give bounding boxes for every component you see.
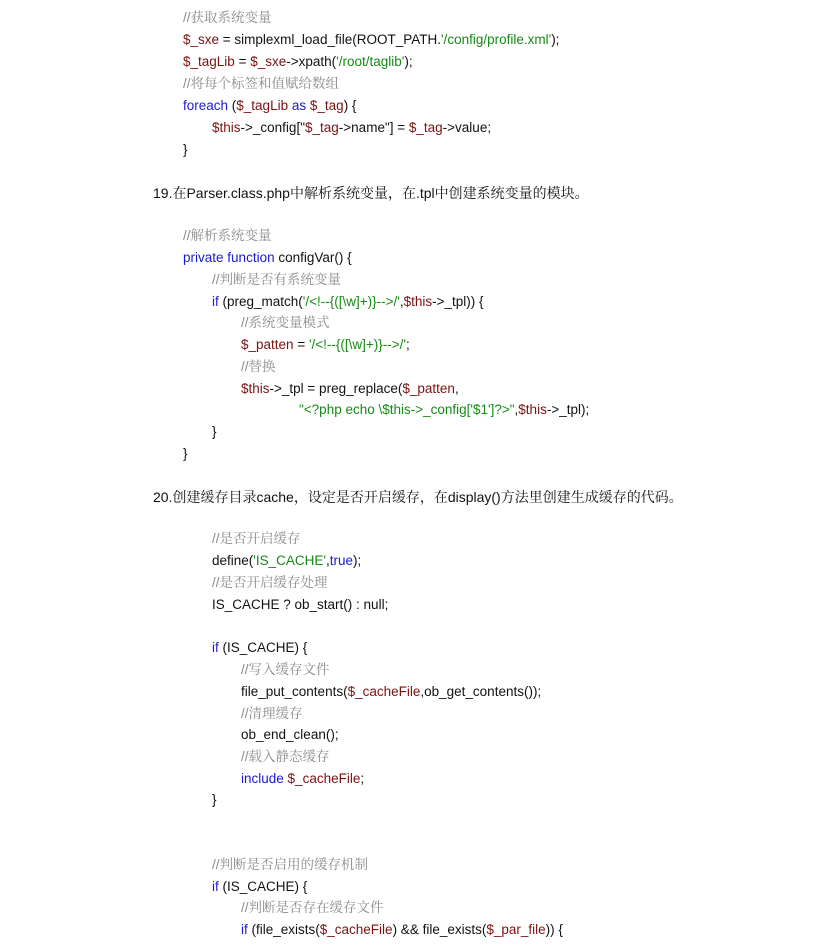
code-line <box>212 791 217 809</box>
code-text: ,ob_get_contents()); <box>420 684 542 699</box>
code-variable: $_tag <box>305 120 339 135</box>
code-variable: $this <box>241 381 270 396</box>
comment-text: //判断是否启用的缓存机制 <box>212 857 369 872</box>
code-line <box>183 445 188 463</box>
code-text: , <box>514 402 519 417</box>
code-text: = simplexml_load_file(ROOT_PATH. <box>219 32 441 47</box>
code-variable: $this <box>212 120 241 135</box>
code-text: ); <box>353 553 362 568</box>
code-text: ->_config[" <box>240 120 305 135</box>
code-line <box>183 141 188 159</box>
step-19-heading: 19.在Parser.class.php中解析系统变量，在.tpl中创建系统变量的模块。 <box>153 185 589 201</box>
code-line <box>183 249 352 267</box>
code-comment <box>212 271 341 289</box>
code-comment <box>241 314 330 332</box>
code-text: , <box>454 381 459 396</box>
code-keyword: if <box>212 879 219 894</box>
code-keyword: if <box>212 294 219 309</box>
code-comment <box>241 358 276 376</box>
code-line <box>241 770 364 788</box>
code-keyword: if <box>241 922 248 937</box>
code-variable: $_patten <box>241 337 294 352</box>
code-text: file_put_contents( <box>241 684 348 699</box>
code-variable: $_tagLib <box>236 98 289 113</box>
code-keyword: as <box>291 98 307 113</box>
code-comment <box>241 661 330 679</box>
code-line <box>241 921 563 939</box>
code-line <box>212 552 361 570</box>
code-variable: $_par_file <box>486 922 546 937</box>
code-text: } <box>183 142 188 157</box>
code-variable: $_sxe <box>250 54 287 69</box>
step-20-heading: 20.创建缓存目录cache，设定是否开启缓存，在display()方法里创建生成缓存的代码。 <box>153 489 683 505</box>
code-text: ); <box>551 32 560 47</box>
comment-text: //获取系统变量 <box>183 10 272 25</box>
code-text: )) { <box>545 922 563 937</box>
comment-text: //写入缓存文件 <box>241 662 330 677</box>
code-string: '/<!--{([\w]+)}-->/' <box>308 337 407 352</box>
code-text: } <box>212 792 217 807</box>
code-text: (preg_match( <box>218 294 303 309</box>
code-keyword: function <box>227 250 275 265</box>
code-comment <box>212 530 301 548</box>
code-line <box>183 31 559 49</box>
code-line <box>299 401 589 419</box>
code-text: (file_exists( <box>247 922 320 937</box>
code-text: } <box>183 446 188 461</box>
code-text: , <box>325 553 330 568</box>
code-text: = <box>293 337 309 352</box>
code-variable: $this <box>403 294 433 309</box>
code-text: } <box>212 424 217 439</box>
comment-text: //解析系统变量 <box>183 228 272 243</box>
code-line <box>241 726 339 744</box>
code-text: = <box>234 54 251 69</box>
code-text: configVar() { <box>274 250 352 265</box>
code-string: '/root/taglib' <box>336 54 405 69</box>
code-text: ->name"] = <box>338 120 409 135</box>
code-text: ) { <box>343 98 357 113</box>
code-line <box>212 293 484 311</box>
code-variable: $_cacheFile <box>287 771 361 786</box>
code-keyword: include <box>241 771 284 786</box>
code-keyword: if <box>212 640 219 655</box>
comment-text: //系统变量模式 <box>241 315 330 330</box>
code-text: IS_CACHE ? ob_start() : null; <box>212 597 389 612</box>
code-text: , <box>399 294 404 309</box>
code-variable: $_tag <box>309 98 344 113</box>
code-comment <box>241 748 330 766</box>
code-line <box>183 97 356 115</box>
comment-text: //将每个标签和值赋给数组 <box>183 76 340 91</box>
code-comment <box>212 856 368 874</box>
code-comment <box>212 574 328 592</box>
code-comment <box>183 227 272 245</box>
comment-text: //是否开启缓存处理 <box>212 575 328 590</box>
code-text: (IS_CACHE) { <box>218 640 308 655</box>
code-text: ) && file_exists( <box>392 922 487 937</box>
code-string: "<?php echo \$this->_config['$1']?>" <box>299 402 515 417</box>
code-line <box>241 336 410 354</box>
code-variable: $_sxe <box>183 32 220 47</box>
code-line <box>212 639 307 657</box>
comment-text: //是否开启缓存 <box>212 531 301 546</box>
code-variable: $_tag <box>408 120 443 135</box>
code-string: '/<!--{([\w]+)}-->/' <box>302 294 400 309</box>
code-string: 'IS_CACHE' <box>253 553 326 568</box>
code-text: ( <box>228 98 237 113</box>
code-keyword: private <box>183 250 224 265</box>
code-line <box>212 878 307 896</box>
code-variable: $_cacheFile <box>319 922 393 937</box>
code-text: ->_tpl); <box>546 402 590 417</box>
code-line <box>241 380 459 398</box>
code-text: ->_tpl)) { <box>432 294 484 309</box>
code-line <box>183 53 413 71</box>
comment-text: //清理缓存 <box>241 706 303 721</box>
code-text: ; <box>406 337 410 352</box>
code-comment <box>241 899 384 917</box>
code-text: ->xpath( <box>286 54 337 69</box>
code-text: ->_tpl = preg_replace( <box>269 381 403 396</box>
code-comment <box>241 705 303 723</box>
comment-text: //载入静态缓存 <box>241 749 330 764</box>
comment-text: //判断是否存在缓存文件 <box>241 900 384 915</box>
code-text: ob_end_clean(); <box>241 727 339 742</box>
code-comment <box>183 75 339 93</box>
code-line <box>212 423 217 441</box>
code-comment <box>183 9 272 27</box>
code-variable: $this <box>518 402 547 417</box>
code-variable: $_patten <box>402 381 455 396</box>
code-variable: $_cacheFile <box>347 684 421 699</box>
code-text: define( <box>212 553 254 568</box>
comment-text: //判断是否有系统变量 <box>212 272 342 287</box>
code-keyword: foreach <box>183 98 229 113</box>
code-text: ; <box>360 771 365 786</box>
code-line <box>241 683 541 701</box>
code-text: ->value; <box>442 120 492 135</box>
code-text: ); <box>404 54 413 69</box>
code-keyword: true <box>329 553 353 568</box>
code-line <box>212 596 388 614</box>
code-line <box>212 119 491 137</box>
code-text: (IS_CACHE) { <box>218 879 308 894</box>
code-string: '/config/profile.xml' <box>440 32 552 47</box>
comment-text: //替换 <box>241 359 276 374</box>
code-variable: $_tagLib <box>183 54 235 69</box>
